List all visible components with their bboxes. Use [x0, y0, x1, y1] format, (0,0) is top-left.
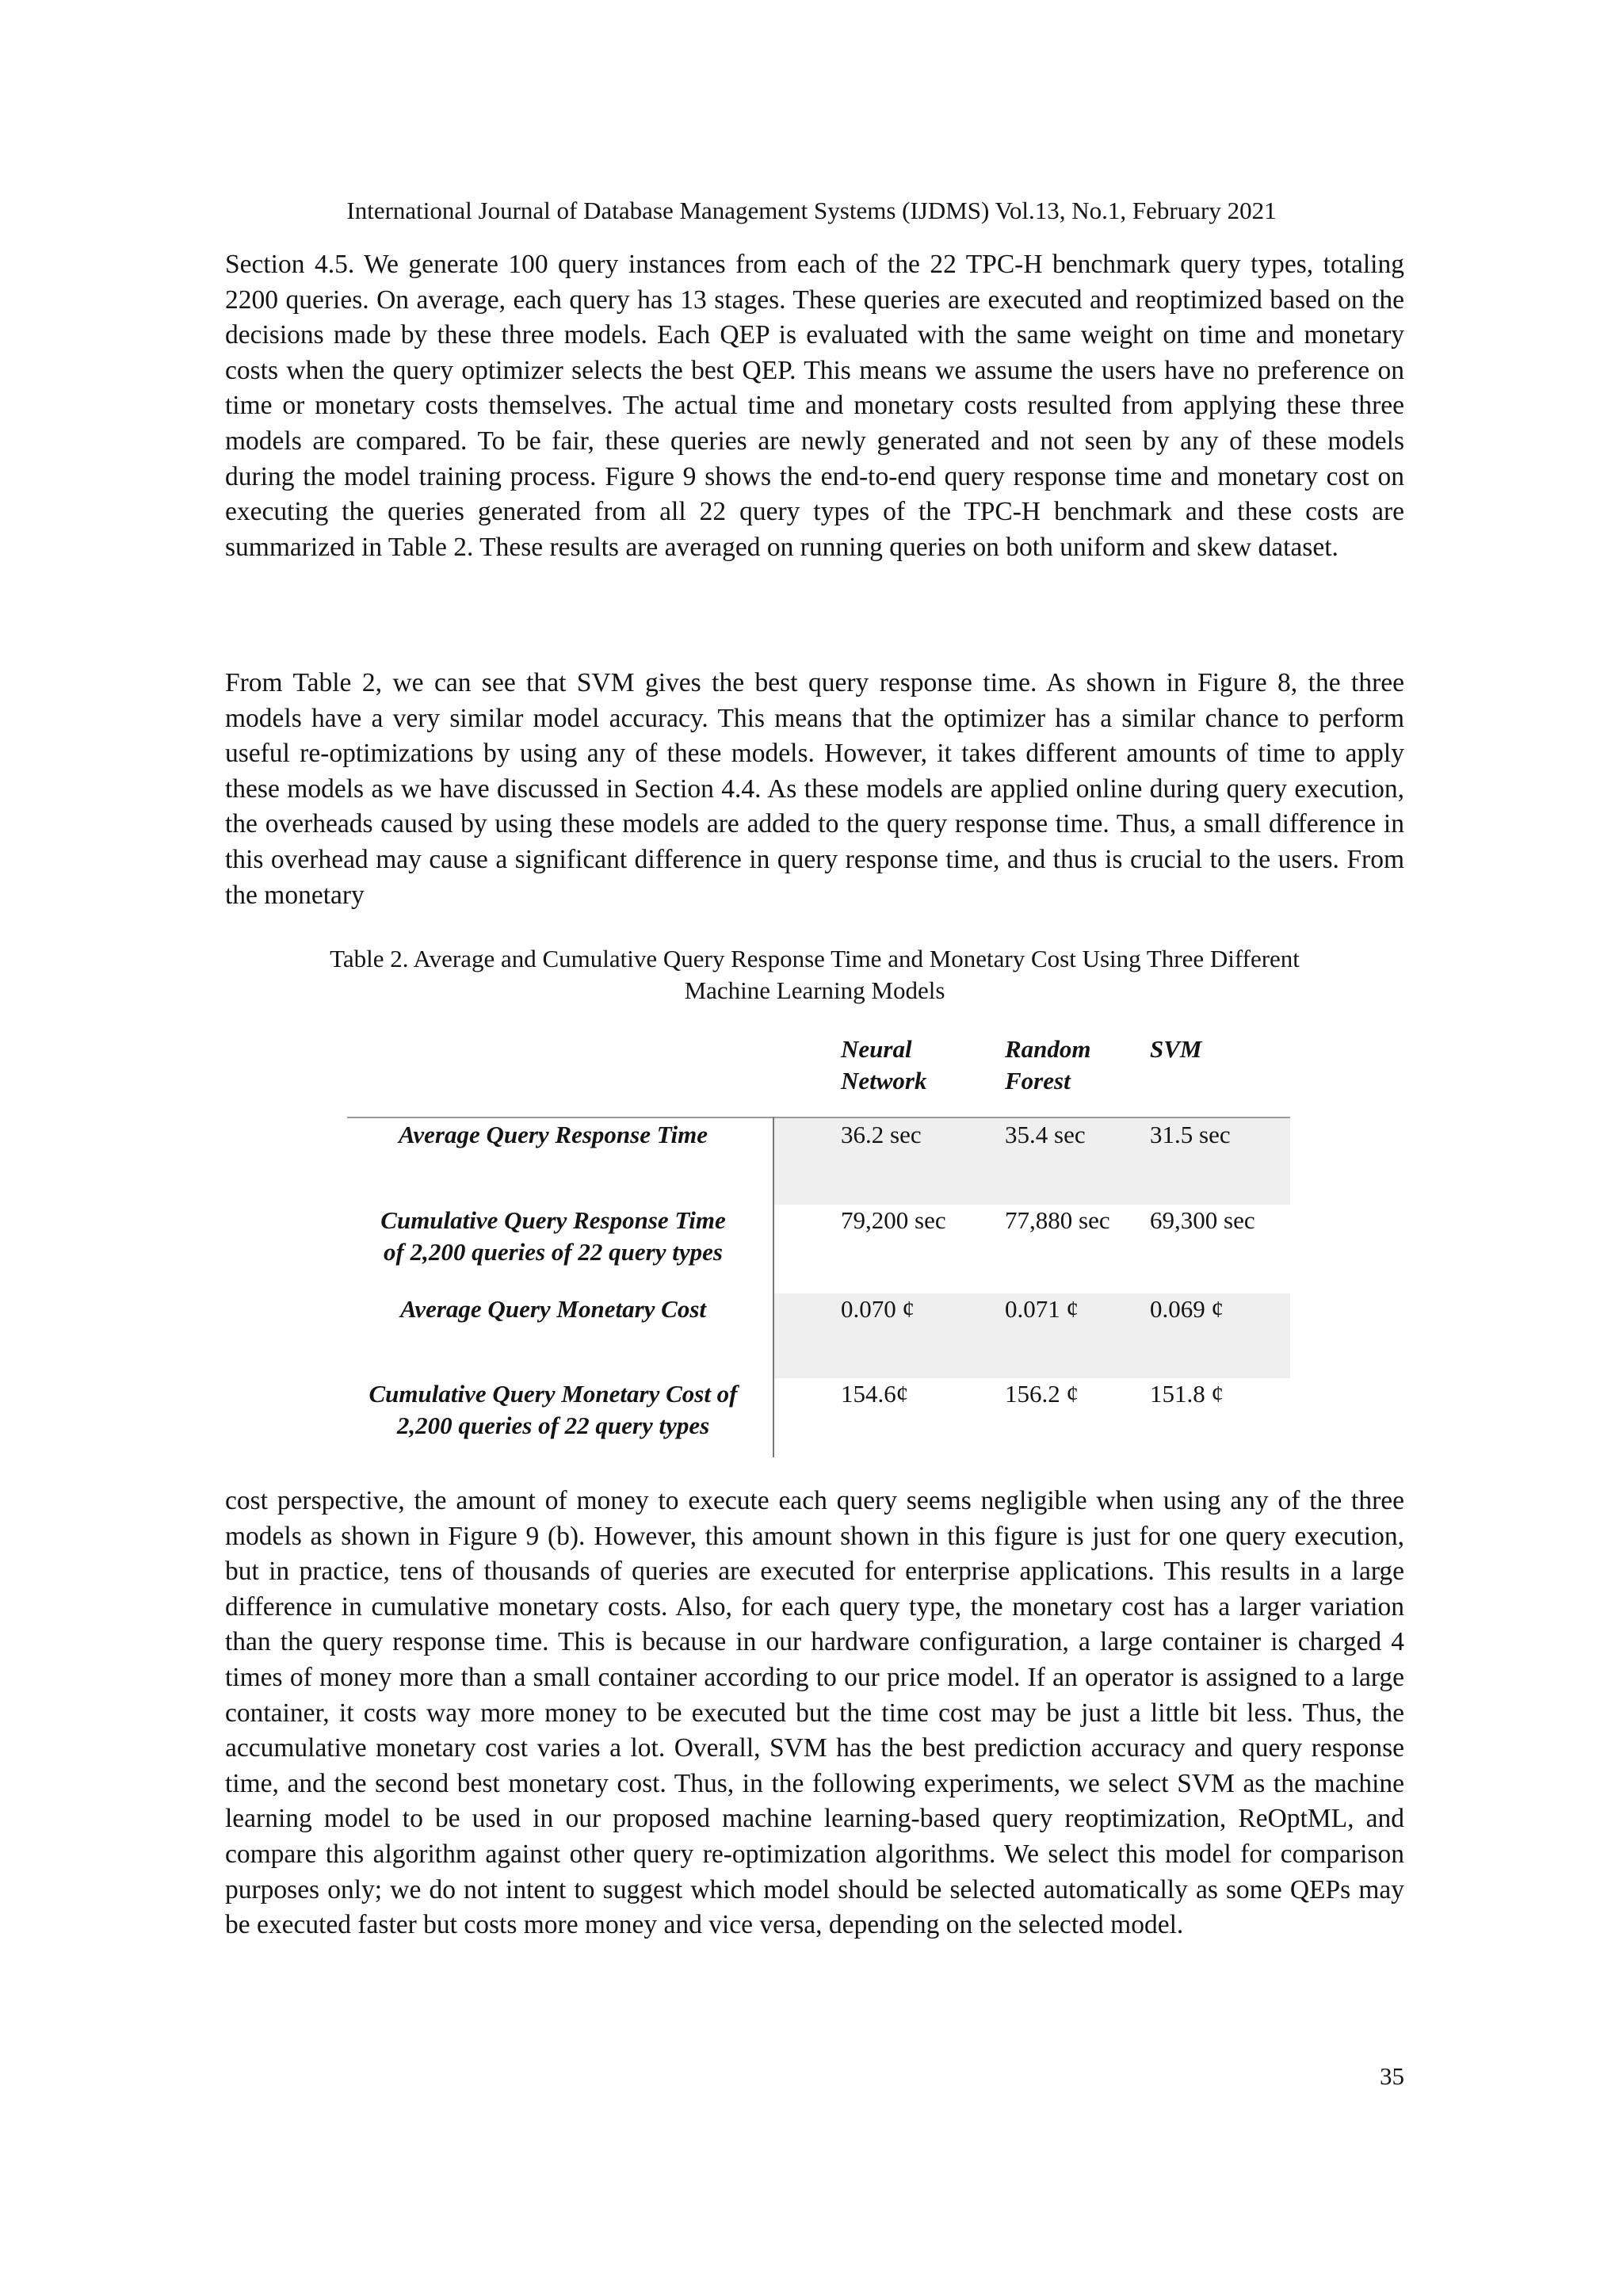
table-caption-line-1: Table 2. Average and Cumulative Query Response Time and Monetary Cost Using Three Different [330, 945, 1300, 972]
cell-cum-time-svm: 69,300 sec [1150, 1206, 1255, 1234]
column-header-random-forest: Random Forest [1005, 1035, 1091, 1095]
journal-header: International Journal of Database Management Systems (IJDMS) Vol.13, No.1, February 2021 [346, 197, 1277, 224]
column-header-svm: SVM [1150, 1035, 1202, 1063]
paragraph-monetary-perspective: cost perspective, the amount of money to execute each query seems negligible when using any of the three models as shown in Figure 9 (b). However, this amount shown in this figure is just for one query execution, but in practice, tens of thousands of queries are executed for enterprise applications. This results in a large difference in cumulative monetary costs. Also, for each query type, the monetary cost has a larger variation than the query response time. This is because in our hardware configuration, a large container is charged 4 times of money more than a small container according to our price model. If an operator is assigned to a large container, it costs way more money to be executed but the time cost may be just a little bit less. Thus, the accumulative monetary cost varies a lot. Overall, SVM has the best prediction accuracy and query response time, and the second best monetary cost. Thus, in the following experiments, we select SVM as the machine learning model to be used in our proposed machine learning-based query reoptimization, ReOptML, and compare this algorithm against other query re-optimization algorithms. We select this model for comparison purposes only; we do not intent to suggest which model should be selected automatically as some QEPs may be executed faster but costs more money and vice versa, depending on the selected model. [225, 1486, 1404, 1940]
row-label-average-monetary-cost: Average Query Monetary Cost [399, 1295, 707, 1323]
table-column-divider [773, 1117, 774, 1457]
cell-cum-cost-neural-network: 154.6¢ [841, 1380, 909, 1408]
row-label-cumulative-monetary-cost: Cumulative Query Monetary Cost of 2,200 queries of 22 query types [369, 1380, 738, 1439]
results-table [347, 1027, 1290, 1455]
cell-cum-cost-svm: 151.8 ¢ [1150, 1380, 1224, 1408]
cell-cum-cost-random-forest: 156.2 ¢ [1005, 1380, 1079, 1408]
row-label-cumulative-response-time: Cumulative Query Response Time of 2,200 queries of 22 query types [380, 1206, 726, 1266]
cell-cum-time-neural-network: 79,200 sec [841, 1206, 946, 1234]
cell-avg-time-svm: 31.5 sec [1150, 1121, 1231, 1148]
cell-avg-time-neural-network: 36.2 sec [841, 1121, 922, 1148]
cell-avg-cost-random-forest: 0.071 ¢ [1005, 1295, 1079, 1323]
row-label-average-response-time: Average Query Response Time [398, 1121, 708, 1148]
cell-avg-time-random-forest: 35.4 sec [1005, 1121, 1086, 1148]
paragraph-table-2-discussion: From Table 2, we can see that SVM gives the best query response time. As shown in Figure 8, the three models have a very similar model accuracy. This means that the optimizer has a similar chance to perform useful re-optimizations by using any of these models. However, it takes different amounts of time to apply these models as we have discussed in Section 4.4. As these models are applied online during query execution, the overheads caused by using these models are added to the query response time. Thus, a small difference in this overhead may cause a significant difference in query response time, and thus is crucial to the users. From the monetary [225, 668, 1404, 910]
cell-avg-cost-svm: 0.069 ¢ [1150, 1295, 1224, 1323]
cell-avg-cost-neural-network: 0.070 ¢ [841, 1295, 915, 1323]
column-header-neural-network: Neural Network [841, 1035, 927, 1095]
cell-cum-time-random-forest: 77,880 sec [1005, 1206, 1110, 1234]
page-number: 35 [1380, 2062, 1404, 2090]
table-caption-line-2: Machine Learning Models [684, 976, 945, 1004]
paragraph-section-4-5: Section 4.5. We generate 100 query instances from each of the 22 TPC-H benchmark query types, totaling 2200 queries. On average, each query has 13 stages. These queries are executed and reoptimized based on the decisions made by these three models. Each QEP is evaluated with the same weight on time and monetary costs when the query optimizer selects the best QEP. This means we assume the users have no preference on time or monetary costs themselves. The actual time and monetary costs resulted from applying these three models are compared. To be fair, these queries are newly generated and not seen by any of these models during the model training process. Figure 9 shows the end-to-end query response time and monetary cost on executing the queries generated from all 22 query types of the TPC-H benchmark and these costs are summarized in Table 2. These results are averaged on running queries on both uniform and skew dataset. [225, 250, 1404, 562]
table-top-rule [347, 1117, 1290, 1118]
table-caption [225, 943, 1404, 1007]
